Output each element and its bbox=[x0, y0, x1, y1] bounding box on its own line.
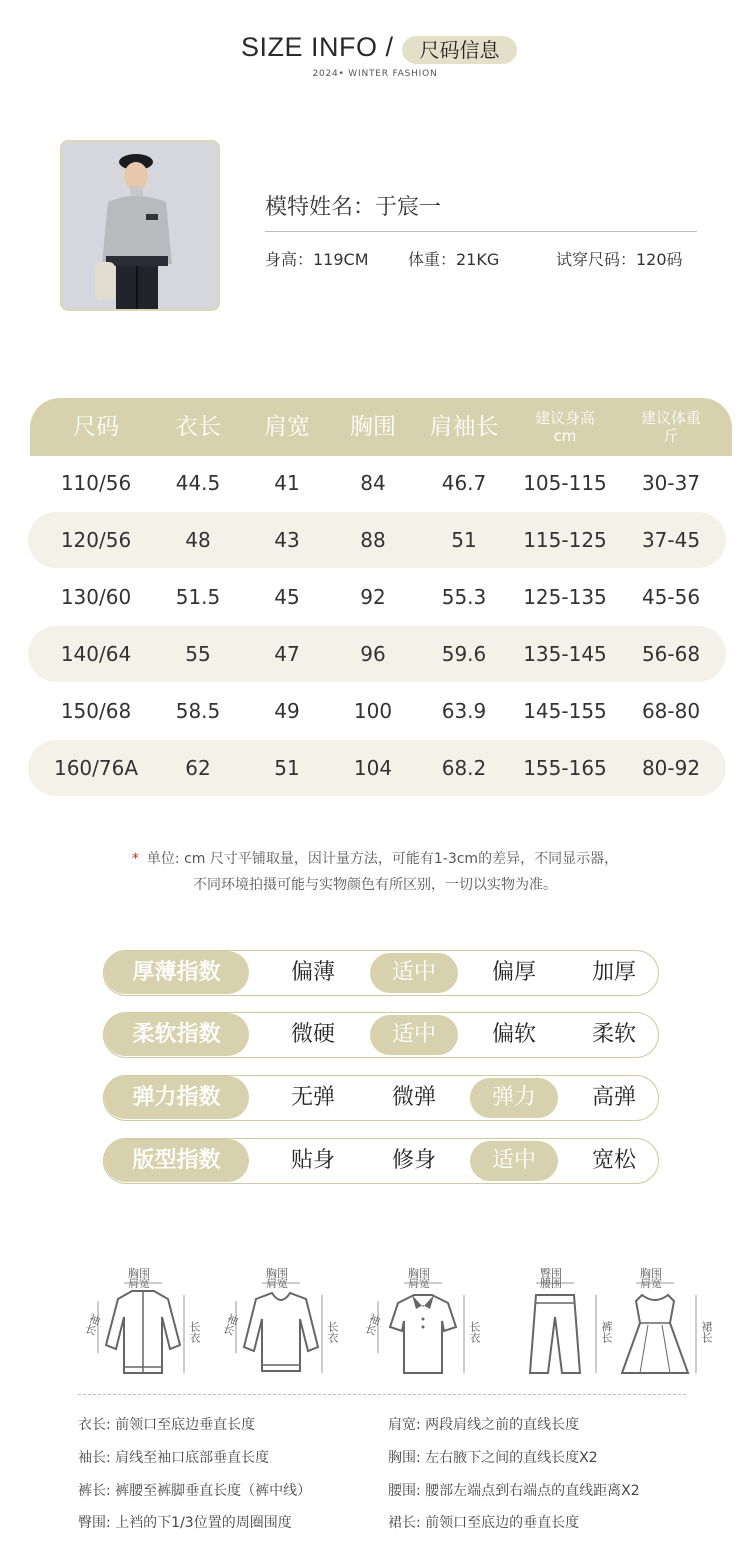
garment-label-top2: 肩宽 bbox=[408, 1277, 430, 1290]
measure-description: 裤长: 裤腰至裤脚垂直长度（裤中线） bbox=[78, 1483, 312, 1499]
model-height: 身高：119CM bbox=[265, 250, 369, 269]
table-cell: 104 bbox=[353, 756, 393, 780]
table-cell: 45 bbox=[274, 585, 300, 609]
table-cell: 30-37 bbox=[641, 471, 701, 495]
pants-icon bbox=[500, 1265, 613, 1390]
table-cell: 51 bbox=[451, 528, 477, 552]
model-divider bbox=[265, 231, 697, 232]
table-cell: 55 bbox=[185, 642, 211, 666]
model-photo bbox=[60, 140, 220, 311]
index-row bbox=[103, 1012, 659, 1058]
index-row bbox=[103, 1138, 659, 1184]
index-option: 偏软 bbox=[491, 1022, 536, 1047]
table-cell: 145-155 bbox=[523, 699, 607, 723]
table-cell: 80-92 bbox=[641, 756, 701, 780]
index-option: 偏薄 bbox=[290, 960, 335, 985]
table-cell: 43 bbox=[274, 528, 300, 552]
measure-description: 衣长: 前领口至底边垂直长度 bbox=[78, 1417, 256, 1433]
index-option: 贴身 bbox=[290, 1148, 335, 1173]
table-cell: 160/76A bbox=[53, 756, 139, 780]
garment-label-left: 袖长 bbox=[220, 1311, 241, 1337]
garment-label-left: 袖长 bbox=[82, 1311, 103, 1337]
table-cell: 84 bbox=[360, 471, 386, 495]
table-row bbox=[28, 569, 726, 625]
table-cell: 130/60 bbox=[60, 585, 132, 609]
table-cell: 105-115 bbox=[523, 471, 607, 495]
jacket-icon bbox=[82, 1265, 201, 1390]
table-cell: 37-45 bbox=[641, 528, 701, 552]
table-header-shoulder: 肩宽 bbox=[264, 414, 310, 440]
index-option: 适中 bbox=[370, 1015, 458, 1055]
table-cell: 46.7 bbox=[441, 471, 487, 495]
measure-description: 臀围: 上裆的下1/3位置的周圈围度 bbox=[78, 1515, 292, 1531]
garment-label-right: 长衣 bbox=[188, 1321, 201, 1343]
table-header-chest: 胸围 bbox=[350, 414, 396, 440]
table-cell: 58.5 bbox=[175, 699, 221, 723]
model-photo-illustration bbox=[62, 142, 220, 311]
garment-label-top: 胸围 bbox=[128, 1267, 150, 1280]
table-cell: 59.6 bbox=[441, 642, 487, 666]
table-row bbox=[28, 626, 726, 682]
measure-description: 胸围: 左右腋下之间的直线长度X2 bbox=[388, 1450, 598, 1466]
table-cell: 44.5 bbox=[175, 471, 221, 495]
garment-label-right: 裙长 bbox=[700, 1321, 713, 1343]
table-header-height: 建议身高 cm bbox=[534, 409, 595, 445]
garment-label-right: 长衣 bbox=[326, 1321, 339, 1343]
garment-label-top2: 肩宽 bbox=[128, 1277, 150, 1290]
sweater-icon bbox=[220, 1265, 339, 1390]
index-label: 弹力指数 bbox=[104, 1076, 249, 1119]
garment-label-top2: 肩宽 bbox=[266, 1277, 288, 1290]
table-cell: 140/64 bbox=[60, 642, 132, 666]
index-option: 适中 bbox=[370, 953, 458, 993]
measure-description: 裙长: 前领口至底边的垂直长度 bbox=[388, 1515, 580, 1531]
size-table-header bbox=[30, 398, 732, 456]
index-label: 版型指数 bbox=[104, 1139, 249, 1182]
table-cell: 150/68 bbox=[60, 699, 132, 723]
table-cell: 110/56 bbox=[60, 471, 132, 495]
page-header bbox=[0, 30, 750, 90]
measure-description: 肩宽: 两段肩线之前的直线长度 bbox=[388, 1417, 580, 1433]
table-cell: 51 bbox=[274, 756, 300, 780]
garment-label-left: 袖长 bbox=[362, 1311, 383, 1337]
index-option: 微弹 bbox=[391, 1085, 436, 1110]
garment-label-top: 臀围 bbox=[540, 1267, 562, 1280]
table-cell: 88 bbox=[360, 528, 386, 552]
index-label: 柔软指数 bbox=[104, 1013, 249, 1056]
table-row bbox=[28, 740, 726, 796]
table-cell: 92 bbox=[360, 585, 386, 609]
table-cell: 55.3 bbox=[441, 585, 487, 609]
note-text-1: 单位: cm 尺寸平铺取量，因计量方法，可能有1-3cm的差异，不同显示器， bbox=[146, 851, 619, 867]
model-weight: 体重：21KG bbox=[408, 250, 500, 269]
garment-label-top: 胸围 bbox=[640, 1267, 662, 1280]
index-option: 弹力 bbox=[470, 1078, 558, 1118]
index-option: 柔软 bbox=[591, 1022, 636, 1047]
table-cell: 41 bbox=[274, 471, 300, 495]
measure-description: 腰围: 腰部左端点到右端点的直线距离X2 bbox=[388, 1483, 640, 1499]
garment-label-top2: 肩宽 bbox=[640, 1277, 662, 1290]
garment-label-top: 胸围 bbox=[266, 1267, 288, 1280]
dress-icon bbox=[600, 1265, 713, 1390]
table-row bbox=[28, 512, 726, 568]
garment-divider bbox=[78, 1394, 686, 1395]
index-option: 偏厚 bbox=[491, 960, 536, 985]
index-row bbox=[103, 950, 659, 996]
table-cell: 100 bbox=[353, 699, 393, 723]
polo-shirt-icon bbox=[362, 1265, 481, 1390]
table-cell: 125-135 bbox=[523, 585, 607, 609]
model-name: 模特姓名：于宸一 bbox=[265, 195, 442, 220]
index-row bbox=[103, 1075, 659, 1121]
index-label: 厚薄指数 bbox=[104, 951, 249, 994]
index-option: 加厚 bbox=[591, 960, 636, 985]
table-header-sleeve: 肩袖长 bbox=[429, 414, 499, 440]
table-header-length: 衣长 bbox=[175, 414, 221, 440]
note-line-1 bbox=[0, 848, 750, 868]
table-cell: 51.5 bbox=[175, 585, 221, 609]
note-star: * bbox=[131, 851, 139, 867]
note-line-2: 不同环境拍摄可能与实物颜色有所区别，一切以实物为准。 bbox=[193, 877, 557, 893]
table-cell: 68.2 bbox=[441, 756, 487, 780]
table-row bbox=[28, 455, 726, 511]
measure-description: 袖长: 肩线至袖口底部垂直长度 bbox=[78, 1450, 270, 1466]
index-option: 适中 bbox=[470, 1141, 558, 1181]
header-subtitle: 2024• WINTER FASHION bbox=[312, 69, 438, 79]
table-cell: 68-80 bbox=[641, 699, 701, 723]
table-cell: 155-165 bbox=[523, 756, 607, 780]
garment-label-top2: 腰围 bbox=[540, 1277, 562, 1290]
table-row bbox=[28, 683, 726, 739]
table-cell: 135-145 bbox=[523, 642, 607, 666]
table-cell: 120/56 bbox=[60, 528, 132, 552]
table-cell: 62 bbox=[185, 756, 211, 780]
table-cell: 48 bbox=[185, 528, 211, 552]
index-option: 高弹 bbox=[591, 1085, 636, 1110]
index-option: 微硬 bbox=[290, 1022, 335, 1047]
table-cell: 47 bbox=[274, 642, 300, 666]
table-cell: 115-125 bbox=[523, 528, 607, 552]
garment-label-right: 裤长 bbox=[600, 1321, 613, 1343]
table-cell: 96 bbox=[360, 642, 386, 666]
index-option: 无弹 bbox=[290, 1085, 335, 1110]
table-cell: 49 bbox=[274, 699, 300, 723]
table-cell: 56-68 bbox=[641, 642, 701, 666]
index-option: 修身 bbox=[391, 1148, 436, 1173]
header-title-cn: 尺码信息 bbox=[402, 36, 517, 64]
model-size: 试穿尺码：120码 bbox=[556, 250, 683, 269]
garment-label-top: 胸围 bbox=[408, 1267, 430, 1280]
table-cell: 45-56 bbox=[641, 585, 701, 609]
table-cell: 63.9 bbox=[441, 699, 487, 723]
header-title-en: SIZE INFO / bbox=[241, 32, 394, 62]
index-option: 宽松 bbox=[591, 1148, 636, 1173]
garment-label-right: 长衣 bbox=[468, 1321, 481, 1343]
table-header-size: 尺码 bbox=[73, 414, 119, 440]
table-header-weight: 建议体重 斤 bbox=[640, 409, 701, 445]
